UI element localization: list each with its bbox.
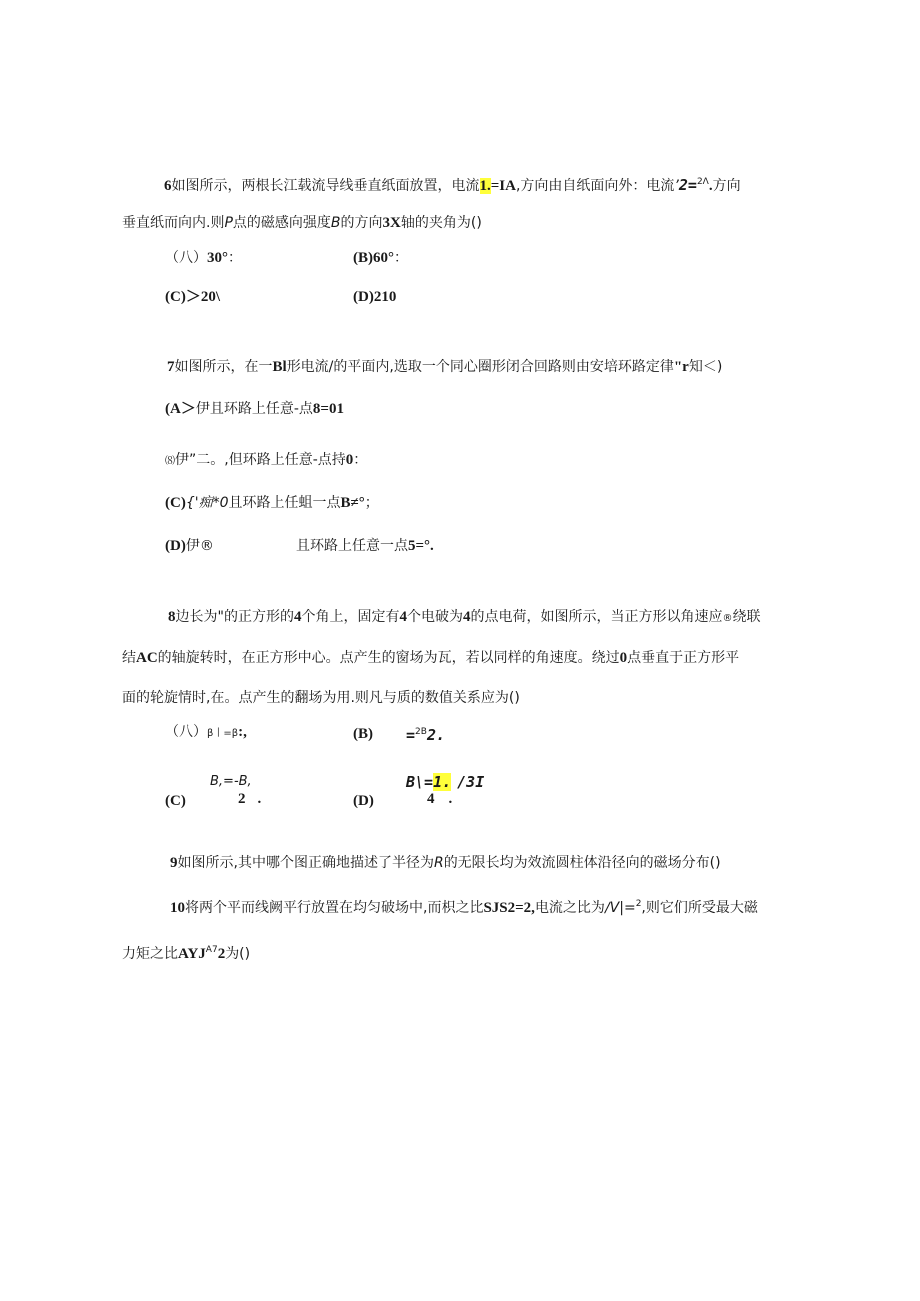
q6-option-d: (D)210 — [353, 289, 397, 305]
q6-line1: 6如图所示，两根长江载流导线垂直纸面放置，电流1.=IA,方向由自纸面向外：电流’2=$^{2\Lambda}$.方向 — [164, 176, 741, 194]
q7-line1: 7如图所示，在一Bl形电流/的平面内,选取一个同心圈形闭合回路则由安培环路定律"r知＜) — [167, 359, 723, 375]
q8-option-d: (D) — [353, 793, 374, 809]
q8-number: 8 — [168, 609, 176, 625]
q7-number: 7 — [167, 359, 175, 375]
q6-number: 6 — [164, 178, 172, 194]
q8-line3: 面的轮旋情时,在。点产生的翻场为用.则凡与质的数值关系应为() — [122, 690, 520, 706]
q6-line2: 垂直纸而向内.则P点的磁感向强度B的方向3X轴的夹角为() — [122, 215, 482, 231]
q9-number: 9 — [170, 855, 178, 871]
q10-line1: 10将两个平而线阙平行放置在均匀破场中,而枳之比SJS2=2,电流之比为∕V|=$^2$,则它们所受最大磁 — [170, 899, 758, 916]
highlight-mark: 1. — [479, 178, 491, 194]
q8-option-d-bottom: 4 . — [427, 791, 453, 807]
q6-option-a: （八）30°： — [165, 250, 242, 266]
q8-option-d-top: B\=1. /3I — [406, 773, 485, 791]
q7-option-d-text: 且环路上任意一点5=°. — [296, 538, 434, 554]
q8-option-b-formula: =$^{2B}$2. — [406, 726, 445, 744]
q8-option-c-bottom: 2 . — [238, 791, 262, 807]
q8-option-c-top: B,=-B, — [210, 774, 252, 789]
q7-option-a: (A＞伊且环路上任意-点8=01 — [165, 401, 344, 417]
q9-line: 9如图所示,其中哪个图正确地描述了半径为R的无限长均为效流圆柱体沿径向的磁场分布() — [170, 855, 721, 871]
q8-option-c: (C) — [165, 793, 186, 809]
q8-option-b: (B) — [353, 726, 373, 742]
q7-option-c: (C){'痴*0且环路上任蛆一点B≠°； — [165, 495, 379, 511]
highlight-mark: 1. — [433, 773, 452, 791]
q7-option-b: ⑻伊”二。,但环路上任意-点持0： — [165, 452, 368, 468]
q8-line1: 8边长为"的正方形的4个角上，固定有4个电破为4的点电荷，如图所示，当正方形以角速应®绕联 — [168, 609, 761, 625]
q6-option-b: (B)60°： — [353, 250, 408, 266]
q10-line2: 力矩之比$AYJ^{A7}2$为() — [122, 945, 251, 962]
q7-option-d: (D)伊® — [165, 538, 214, 554]
q8-option-a: （八）β丨=β:, — [165, 724, 247, 740]
q6-option-c: (C)＞20\ — [165, 289, 220, 305]
q10-number: 10 — [170, 900, 185, 916]
q8-line2: 结AC的轴旋转时，在正方形中心。点产生的窗场为瓦，若以同样的角速度。绕过0点垂直于正方形平 — [122, 650, 740, 666]
